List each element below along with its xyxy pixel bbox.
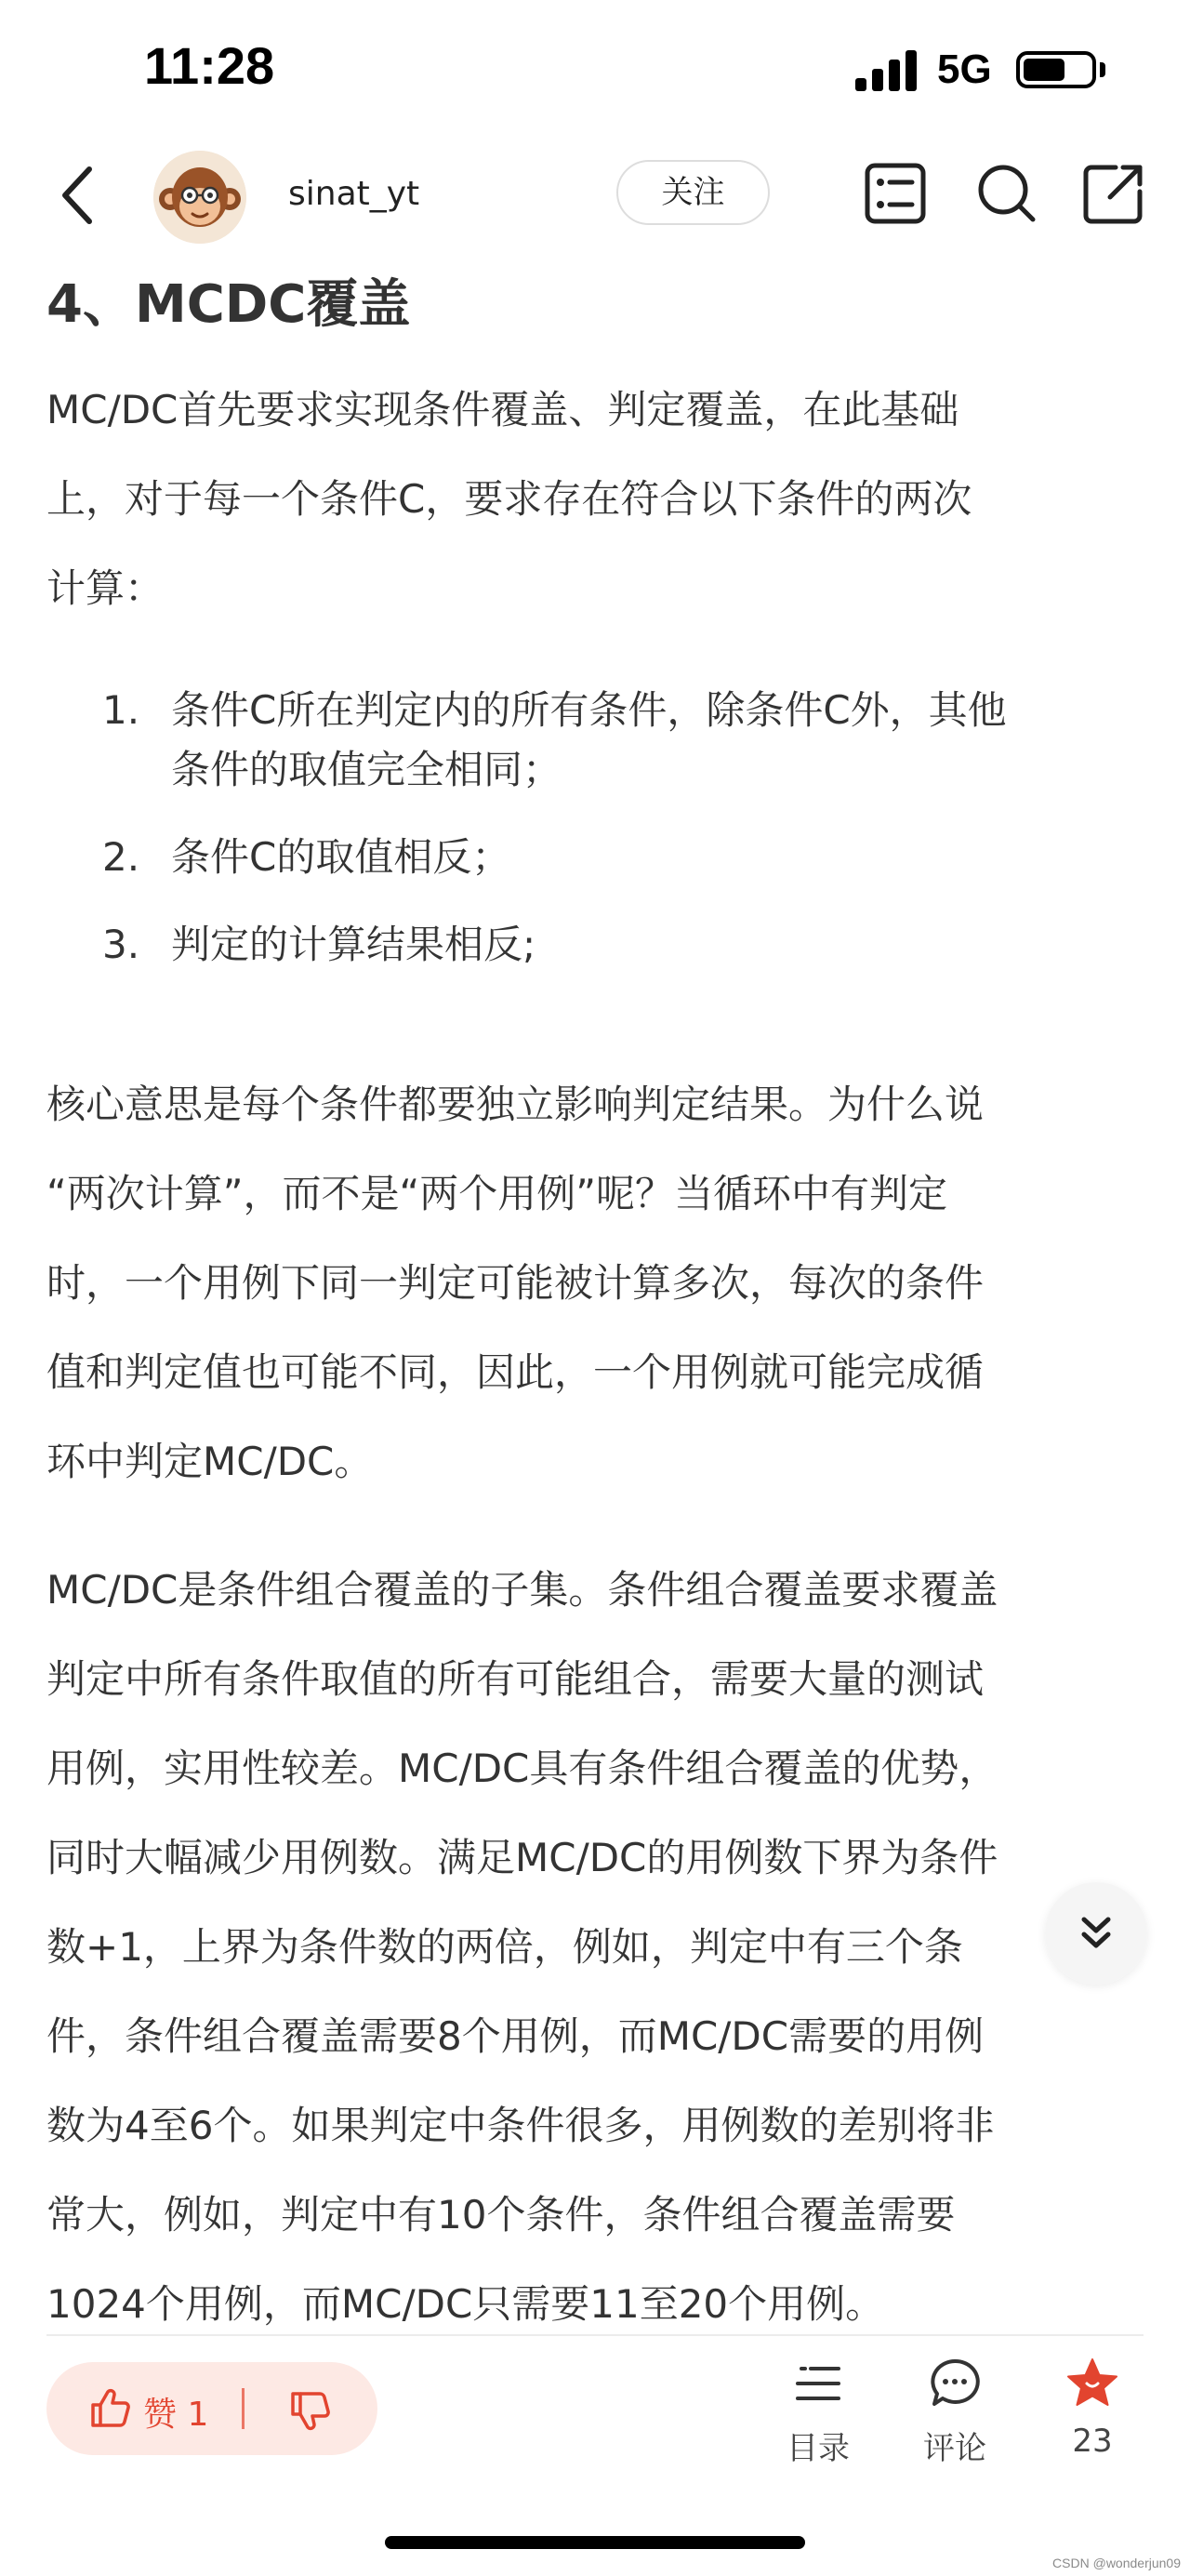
like-pill — [46, 2362, 377, 2455]
status-time: 11:28 — [144, 36, 275, 95]
watermark: CSDN @wonderjun09 — [1052, 2556, 1181, 2570]
paragraph-line: 环中判定MC/DC。 — [46, 1439, 374, 1484]
share-button[interactable] — [1078, 158, 1149, 229]
list-item — [102, 828, 1153, 915]
paragraph-line: 数为4至6个。如果判定中条件很多，用例数的差别将非 — [46, 2103, 995, 2148]
bottom-divider — [46, 2334, 1144, 2336]
top-nav — [0, 139, 1190, 251]
list-item — [102, 915, 1153, 1003]
menu-icon — [790, 2356, 846, 2411]
paragraph-line: 值和判定值也可能不同，因此，一个用例就可能完成循 — [46, 1349, 985, 1395]
paragraph-line: 常大，例如，判定中有10个条件，条件组合覆盖需要 — [46, 2192, 956, 2237]
network-type: 5G — [937, 46, 992, 92]
paragraph-line: MC/DC首先要求实现条件覆盖、判定覆盖，在此基础 — [46, 387, 959, 432]
back-arrow-icon — [46, 158, 112, 232]
paragraph-line: 判定中所有条件取值的所有可能组合，需要大量的测试 — [46, 1656, 985, 1702]
back-button[interactable] — [46, 158, 112, 232]
paragraph-line: 件，条件组合覆盖需要8个用例，而MC/DC需要的用例 — [46, 2013, 985, 2059]
list-text: 条件C所在判定内的所有条件，除条件C外，其他 — [171, 687, 1007, 733]
paragraph-line: 1024个用例，而MC/DC只需要11至20个用例。 — [46, 2281, 885, 2327]
avatar[interactable] — [153, 151, 246, 244]
paragraph-line: 计算： — [46, 565, 165, 611]
dislike-button[interactable] — [245, 2362, 377, 2455]
paragraph-line: 同时大幅减少用例数。满足MC/DC的用例数下界为条件 — [46, 1835, 998, 1880]
list-number: 2. — [102, 834, 140, 880]
list-number: 1. — [102, 687, 140, 733]
battery-cap — [1100, 62, 1105, 77]
paragraph-line: 时，一个用例下同一判定可能被计算多次，每次的条件 — [46, 1260, 985, 1306]
paragraph-line: MC/DC是条件组合覆盖的子集。条件组合覆盖要求覆盖 — [46, 1567, 998, 1613]
search-button[interactable] — [972, 158, 1042, 229]
favorite-count: 23 — [1072, 2423, 1113, 2460]
status-bar — [0, 0, 1190, 139]
paragraph-line: 数+1，上界为条件数的两倍，例如，判定中有三个条 — [46, 1924, 963, 1970]
list-number: 3. — [102, 922, 140, 967]
home-indicator — [385, 2536, 805, 2549]
toc-button[interactable] — [762, 2356, 874, 2467]
scroll-down-button[interactable] — [1045, 1882, 1147, 1985]
toc-label: 目录 — [787, 2430, 850, 2467]
star-icon — [1064, 2356, 1120, 2411]
follow-button[interactable]: 关注 — [616, 160, 770, 225]
thumb-down-icon — [287, 2388, 332, 2433]
comment-label: 评论 — [923, 2430, 986, 2467]
chevron-double-down-icon — [1045, 1882, 1147, 1985]
favorite-button[interactable] — [1037, 2356, 1148, 2467]
list-icon — [860, 158, 931, 229]
thumb-up-icon — [87, 2386, 132, 2431]
search-icon — [972, 158, 1042, 229]
paragraph-line: 核心意思是每个条件都要独立影响判定结果。为什么说 — [46, 1082, 985, 1127]
share-icon — [1078, 158, 1149, 229]
section-heading: 4、MCDC覆盖 — [46, 274, 411, 335]
monkey-avatar — [153, 151, 246, 244]
core-meaning-paragraph — [46, 1060, 1153, 1507]
like-button[interactable] — [46, 2362, 242, 2455]
comment-icon — [927, 2356, 983, 2411]
paragraph-line: 用例，实用性较差。MC/DC具有条件组合覆盖的优势， — [46, 1746, 998, 1791]
comment-button[interactable] — [899, 2356, 1011, 2467]
mcdc-subset-paragraph — [46, 1546, 1153, 2349]
list-text: 条件C的取值相反； — [171, 834, 511, 880]
list-text: 判定的计算结果相反; — [171, 922, 536, 967]
author-name[interactable]: sinat_yt — [288, 175, 420, 213]
condition-list — [102, 681, 1153, 1003]
paragraph-line: “两次计算”，而不是“两个用例”呢？当循环中有判定 — [46, 1171, 948, 1216]
intro-paragraph — [46, 365, 1153, 633]
signal-icon — [855, 48, 920, 91]
list-item — [102, 681, 1153, 828]
like-count-label: 赞 1 — [143, 2396, 209, 2434]
battery-icon — [1016, 51, 1096, 88]
paragraph-line: 上，对于每一个条件C，要求存在符合以下条件的两次 — [46, 476, 972, 522]
list-text: 条件的取值完全相同； — [171, 747, 562, 792]
toc-list-button[interactable] — [860, 158, 931, 229]
